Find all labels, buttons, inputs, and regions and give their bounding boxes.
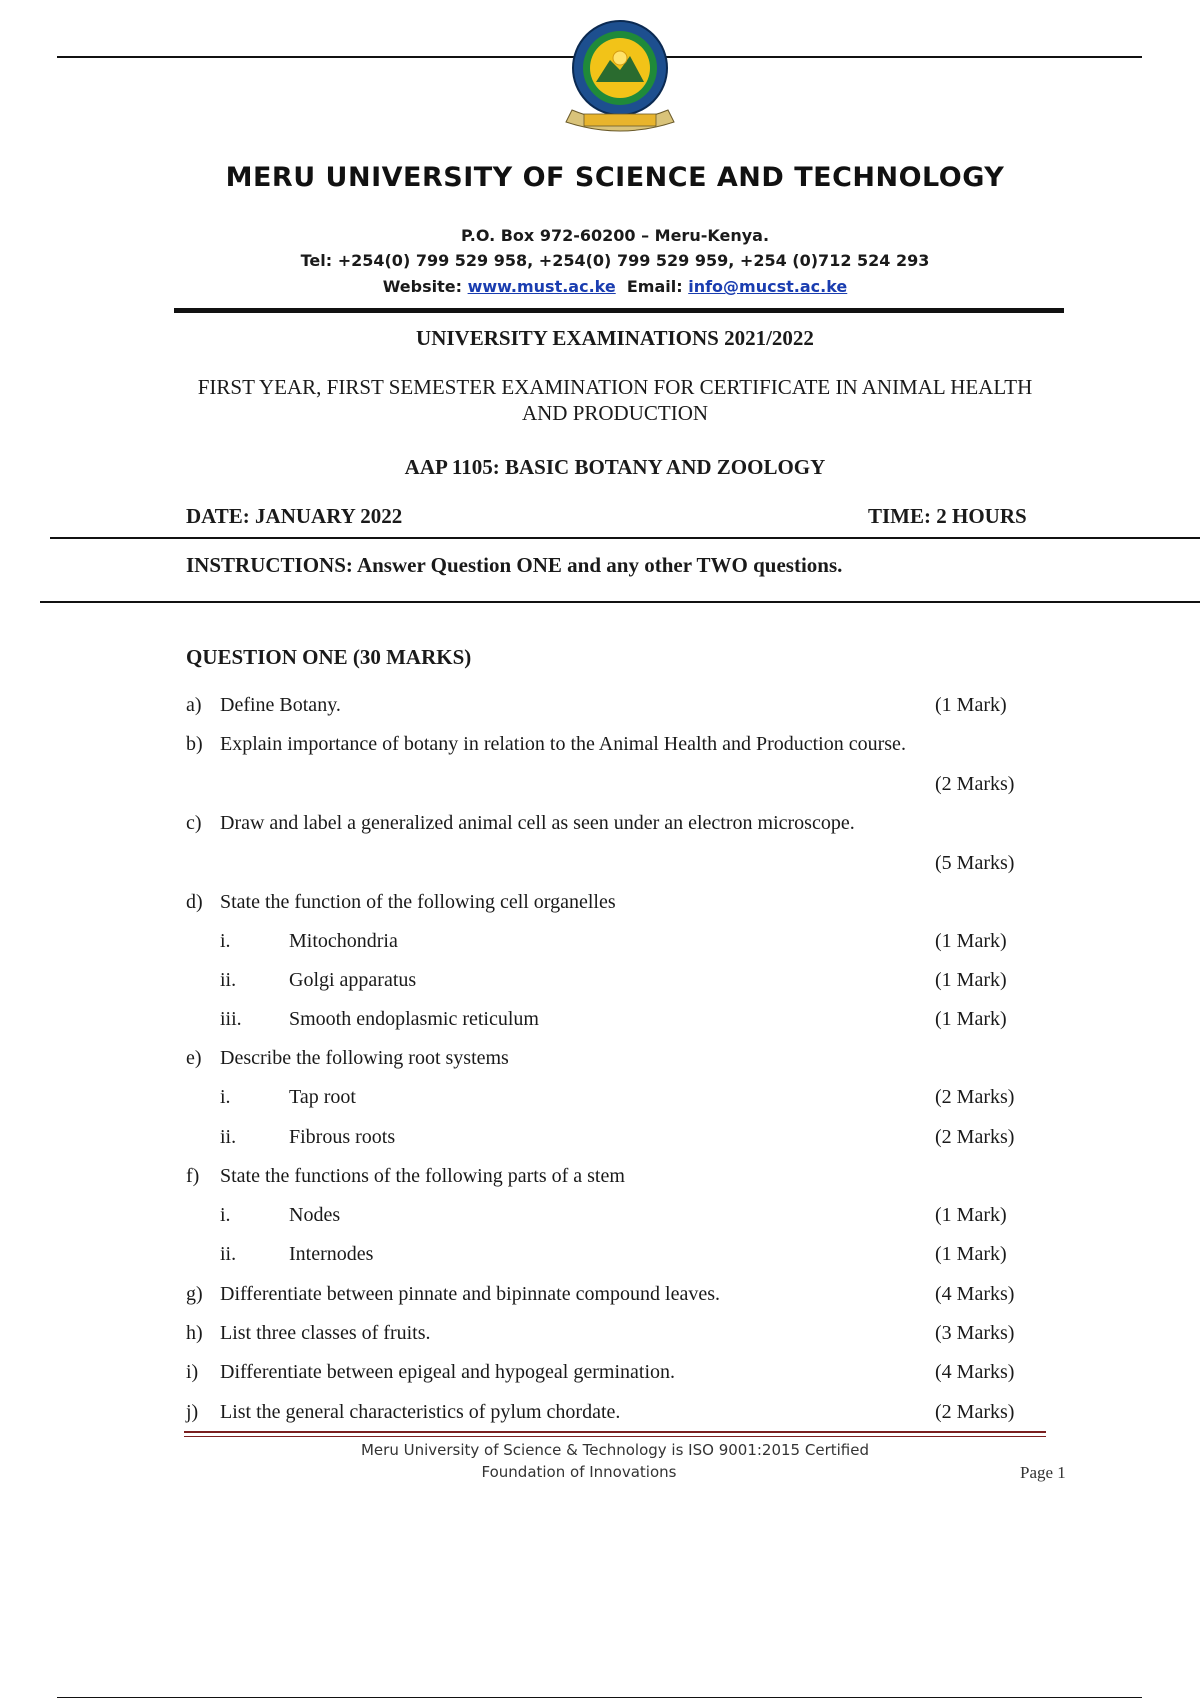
item-marks: (2 Marks) — [935, 773, 1015, 795]
university-logo — [548, 18, 688, 133]
sub-item-text: Fibrous roots — [289, 1126, 396, 1148]
item-text: List three classes of fruits. — [220, 1322, 431, 1344]
header-thick-rule — [174, 308, 1064, 313]
sub-item-marks: (1 Mark) — [935, 1243, 1007, 1265]
item-letter: e) — [186, 1047, 202, 1069]
exam-heading: UNIVERSITY EXAMINATIONS 2021/2022 — [416, 326, 814, 350]
website-label: Website: — [382, 277, 463, 296]
web-email-line — [60, 277, 1170, 296]
sub-item-marks: (2 Marks) — [935, 1086, 1015, 1108]
item-marks: (2 Marks) — [935, 1401, 1015, 1423]
sub-item-number: i. — [220, 1204, 231, 1226]
address: P.O. Box 972-60200 – Meru-Kenya. — [460, 226, 770, 245]
item-letter: f) — [186, 1165, 200, 1187]
question-one-title: QUESTION ONE (30 MARKS) — [186, 645, 472, 669]
sub-item-text: Internodes — [289, 1243, 374, 1265]
item-letter: i) — [186, 1361, 199, 1383]
email-label: Email: — [626, 277, 683, 296]
sub-item-marks: (1 Mark) — [935, 1008, 1007, 1030]
footer-rule-bottom — [184, 1436, 1046, 1437]
sub-item-text: Smooth endoplasmic reticulum — [289, 1008, 539, 1030]
item-letter: g) — [186, 1283, 203, 1305]
item-text: Differentiate between epigeal and hypogeal germination. — [220, 1361, 675, 1383]
item-letter: a) — [186, 694, 202, 716]
instructions-rule — [40, 601, 1200, 603]
sub-item-marks: (1 Mark) — [935, 969, 1007, 991]
bottom-page-rule — [57, 1697, 1142, 1698]
item-text: State the functions of the following parts of a stem — [220, 1165, 625, 1187]
sub-item-number: i. — [220, 1086, 231, 1108]
website-link[interactable]: www.must.ac.ke — [467, 277, 616, 296]
sub-item-marks: (2 Marks) — [935, 1126, 1015, 1148]
sub-item-number: ii. — [220, 1126, 237, 1148]
footer-rule-top — [184, 1431, 1046, 1433]
item-text: Explain importance of botany in relation to the Animal Health and Production course. — [220, 733, 906, 755]
item-letter: d) — [186, 891, 203, 913]
item-marks: (4 Marks) — [935, 1283, 1015, 1305]
sub-item-text: Golgi apparatus — [289, 969, 417, 991]
sub-item-number: i. — [220, 930, 231, 952]
item-text: Draw and label a generalized animal cell as seen under an electron microscope. — [220, 812, 855, 834]
item-marks: (5 Marks) — [935, 852, 1015, 874]
university-name: MERU UNIVERSITY OF SCIENCE AND TECHNOLOGY — [225, 162, 1005, 193]
exam-date: DATE: JANUARY 2022 — [186, 504, 403, 528]
item-text: Describe the following root systems — [220, 1047, 509, 1069]
item-marks: (3 Marks) — [935, 1322, 1015, 1344]
sub-item-marks: (1 Mark) — [935, 930, 1007, 952]
iso-certification: Meru University of Science & Technology is ISO 9001:2015 Certified — [360, 1441, 869, 1459]
exam-time: TIME: 2 HOURS — [868, 504, 1027, 528]
item-letter: h) — [186, 1322, 203, 1344]
item-letter: c) — [186, 812, 202, 834]
sub-item-number: iii. — [220, 1008, 242, 1030]
programme-title: FIRST YEAR, FIRST SEMESTER EXAMINATION FOR CERTIFICATE IN ANIMAL HEALTH AND PRODUCTION — [197, 375, 1033, 425]
item-letter: b) — [186, 733, 203, 755]
footer-motto: Foundation of Innovations — [481, 1463, 677, 1481]
item-marks: (4 Marks) — [935, 1361, 1015, 1383]
item-marks: (1 Mark) — [935, 694, 1007, 716]
page-number: Page 1 — [1020, 1463, 1066, 1482]
instructions: INSTRUCTIONS: Answer Question ONE and any other TWO questions. — [186, 553, 843, 577]
course-title: AAP 1105: BASIC BOTANY AND ZOOLOGY — [404, 455, 826, 479]
date-rule — [50, 537, 1200, 539]
item-text: Differentiate between pinnate and bipinnate compound leaves. — [220, 1283, 720, 1305]
item-letter: j) — [186, 1401, 199, 1423]
sub-item-number: ii. — [220, 969, 237, 991]
email-link[interactable]: info@mucst.ac.ke — [688, 277, 848, 296]
sub-item-text: Mitochondria — [289, 930, 398, 952]
item-text: State the function of the following cell organelles — [220, 891, 616, 913]
sub-item-text: Nodes — [289, 1204, 341, 1226]
item-text: List the general characteristics of pylum chordate. — [220, 1401, 621, 1423]
item-text: Define Botany. — [220, 694, 341, 716]
sub-item-marks: (1 Mark) — [935, 1204, 1007, 1226]
sub-item-text: Tap root — [289, 1086, 356, 1108]
telephone: Tel: +254(0) 799 529 958, +254(0) 799 529 959, +254 (0)712 524 293 — [300, 251, 930, 270]
sub-item-number: ii. — [220, 1243, 237, 1265]
